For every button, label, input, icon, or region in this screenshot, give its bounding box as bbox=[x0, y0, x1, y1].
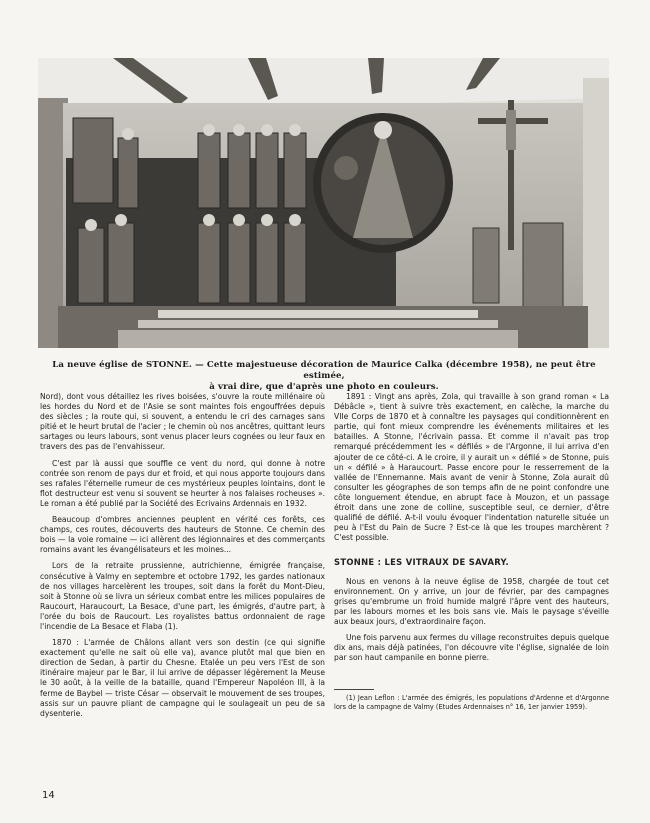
right-column bbox=[334, 392, 609, 717]
left-column bbox=[40, 392, 325, 725]
paragraph: 1870 : L'armée de Châlons allant vers son destin (ce qui signifie exactement qu'elle ne sait où elle va), avance plutôt mal que bien en direction de Sedan, à partir du Chesne. Etalée un peu vers l'Est de son itinéraire majeur par le Bar, il lui arrive de dépasser légèrement la Meuse le 30 août, à la veille de la bataille, quand l'Empereur Napoléon III, à la ferme de Baybel — triste César — observait le mouvement de ses troupes, assis sur un pauvre pliant de campagne qui le soulageait un peu de sa dysenterie. bbox=[40, 638, 325, 718]
paragraph: C'est par là aussi que souffle ce vent du nord, qui donne à notre contrée son renom de pays dur et froid, et qui nous apporte toujours dans ses rafales l'éternelle rumeur de ces mystérieux peuples lointains, dont le flot destructeur est venu si souvent se heurter à nos falaises rocheuses ». Le roman a été publié par la Société des Ecrivains Ardennais en 1932. bbox=[40, 458, 325, 508]
section-title: STONNE : LES VITRAUX DE SAVARY. bbox=[334, 557, 510, 568]
church-interior-image bbox=[38, 58, 609, 348]
paragraph: Lors de la retraite prussienne, autrichienne, émigrée française, consécutive à Valmy en septembre et octobre 1792, les gardes nationaux de nos villages harcelèrent les troupes, soit dans la forêt du Mont-Dieu, soit à Stonne où se livra un sérieux combat entre les milices populaires de Raucourt, Haraucourt, La Besace, d'une part, les émigrés, d'autre part, à l'orée du bois de Raucourt. Les royalistes battus ordonnaient de rage l'incendie de La Besace et Flaba (1). bbox=[40, 561, 325, 631]
paragraph: Nous en venons à la neuve église de 1958, chargée de tout cet environnement. On y arrive, un jour de février, par des campagnes grises qu'embrume un froid humide malgré l'âpre vent des hauteurs, par les labours mornes et les bois sans vie. Mais le paysage s'éveille aux beaux jours, d'extraordinaire façon. bbox=[334, 576, 609, 626]
paragraph: Nord), dont vous détaillez les rives boisées, s'ouvre la route millénaire où les hordes du Nord et de l'Asie se sont maintes fois engouffrées depuis des siècles ; la route qui, si souvent, a entendu le cri des carnages sans pitié et le heurt brutal de l'acier ; le chemin où nos ancêtres, quittant leurs sartages ou leurs labours, sont venus placer leurs cognées ou leur faux en travers des pas de l'envahisseur. bbox=[40, 392, 325, 452]
paragraph: Beaucoup d'ombres anciennes peuplent en vérité ces forêts, ces champs, ces routes, découverts des hauteurs de Stonne. Ce chemin des bois — la voie romaine — ici allèrent des légionnaires et des commerçants romains avant les évangélisateurs et les moines... bbox=[40, 515, 325, 555]
footnote-rule bbox=[334, 689, 374, 690]
page-number: 14 bbox=[42, 790, 55, 801]
paragraph: 1891 : Vingt ans après, Zola, qui travaille à son grand roman « La Débâcle », tient à suivre très exactement, en calèche, la marche du VIIe Corps de 1870 et à connaître les paysages qui conditionnèrent en partie, qui font mieux comprendre les événements militaires et les batailles. A Stonne, l'écrivain passa. Et comme il n'avait pas trop remarqué précédemment les « défilés » de l'Argonne, il lui arriva d'en ajouter de ce côté-ci. A le croire, il y aurait un « défilé » de Stonne, puis un « défilé » à Haraucourt. Passe encore pour le resserrement de la vallée de l'Ennemanne. Mais avant de venir à Stonne, Zola aurait dû consulter les géographes de son temps afin de ne point confondre une côte longuement étendue, en abrupt face à Mouzon, et un passage étroit dans une zone de colline, susceptible seul, ce dernier, d'être qualifié de défilé. A-t-il voulu évoquer l'indentation naturelle située un peu à l'Est du Pain de Sucre ? Est-ce là que les troupes marchèrent ? C'est possible. bbox=[334, 392, 609, 543]
photo-caption bbox=[40, 360, 608, 393]
church-mural-photo bbox=[38, 58, 609, 348]
caption-line-2: à vrai dire, que d'après une photo en couleurs. bbox=[209, 382, 439, 392]
paragraph: Une fois parvenu aux fermes du village reconstruites depuis quelque dix ans, mais déjà patinées, l'on découvre vite l'église, signalée de loin par son haut campanile en bonne pierre. bbox=[334, 632, 609, 663]
footnote: (1) Jean Leflon : L'armée des émigrés, les populations d'Ardenne et d'Argonne lors de la campagne de Valmy (Etudes Ardennaises n° 16, 1er janvier 1959). bbox=[334, 694, 609, 711]
caption-line-1: La neuve église de STONNE. — Cette majestueuse décoration de Maurice Calka (décembre 1958), ne peut être estimée, bbox=[52, 360, 596, 381]
